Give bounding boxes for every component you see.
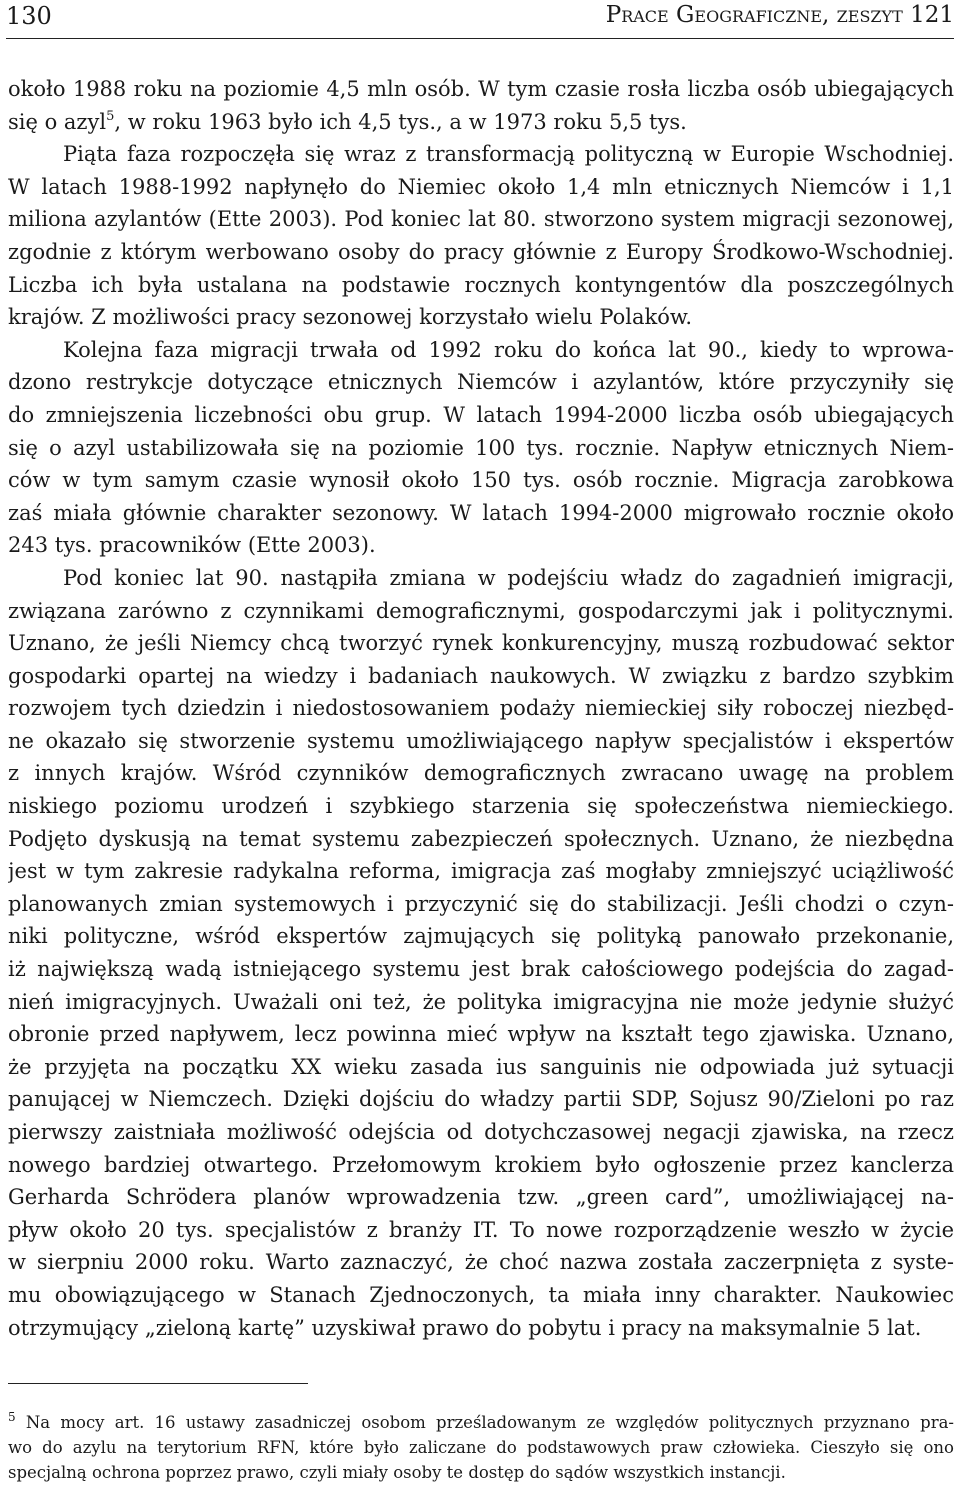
text-line: dzono restrykcje dotyczące etnicznych Niemców i azylantów, które przyczyniły się bbox=[8, 370, 954, 395]
text-line: zgodnie z którym werbowano osoby do pracy głównie z Europy Środkowo-Wschodniej. bbox=[8, 239, 954, 264]
footnote bbox=[8, 1410, 954, 1485]
text-line: pływ około 20 tys. specjalistów z branży IT. To nowe rozporządzenie weszło w życie bbox=[8, 1217, 954, 1242]
text-line: gospodarki opartej na wiedzy i badaniach naukowych. W związku z bardzo szybkim bbox=[8, 663, 954, 688]
footnote-mark: 5 bbox=[8, 1410, 16, 1424]
paragraph-2 bbox=[8, 138, 954, 334]
text-line: ców w tym samym czasie wynosił około 150 tys. osób rocznie. Migracja zarobkowa bbox=[8, 468, 954, 493]
text-line bbox=[8, 106, 954, 139]
text-line: 243 tys. pracowników (Ette 2003). bbox=[8, 533, 376, 558]
text-line: miliona azylantów (Ette 2003). Pod koniec lat 80. stworzono system migracji sezonowej, bbox=[8, 207, 954, 232]
running-title: Prace Geograficzne, zeszyt 121 bbox=[605, 2, 954, 28]
text-line: niskiego poziomu urodzeń i szybkiego starzenia się społeczeństwa niemieckiego. bbox=[8, 794, 954, 819]
text-line: nień imigracyjnych. Uważali oni też, że polityka imigracyjna nie może jedynie służyć bbox=[8, 989, 954, 1014]
text-line: Pod koniec lat 90. nastąpiła zmiana w podejściu władz do zagadnień imigracji, bbox=[63, 565, 954, 590]
text-line: otrzymujący „zieloną kartę” uzyskiwał prawo do pobytu i pracy na maksymalnie 5 lat. bbox=[8, 1315, 922, 1340]
footnote-line: wo do azylu na terytorium RFN, które było zaliczane do podstawowych praw człowieka. Cieszyło się ono bbox=[8, 1438, 954, 1457]
text-line: że przyjęta na początku XX wieku zasada ius sanguinis nie odpowiada już sytuacji bbox=[8, 1054, 954, 1079]
text-line: obronie przed napływem, lecz powinna mieć wpływ na kształt tego zjawiska. Uznano, bbox=[8, 1022, 954, 1047]
paragraph-3 bbox=[8, 334, 954, 562]
text-line: w sierpniu 2000 roku. Warto zaznaczyć, że choć nazwa została zaczerpnięta z syste- bbox=[8, 1250, 954, 1275]
text-line: około 1988 roku na poziomie 4,5 mln osób. W tym czasie rosła liczba osób ubiegających bbox=[8, 77, 954, 101]
page-header bbox=[6, 0, 954, 36]
footnote-line bbox=[8, 1410, 954, 1435]
text-line: pierwszy zaistniała możliwość odejścia od dotychczasowej negacji zjawiska, na rzecz bbox=[8, 1120, 954, 1144]
text-line: Liczba ich była ustalana na podstawie rocznych kontyngentów dla poszczególnych bbox=[8, 272, 954, 297]
text-line: do zmniejszenia liczebności obu grup. W latach 1994-2000 liczba osób ubiegających bbox=[8, 402, 954, 427]
text-line: związana zarówno z czynnikami demograficznymi, gospodarczymi jak i politycznymi. bbox=[8, 598, 954, 623]
footnote-ref[interactable]: 5 bbox=[106, 108, 115, 124]
footnote-rule bbox=[8, 1383, 308, 1384]
text-line: jest w tym zakresie radykalna reforma, imigracja zaś mogłaby zmniejszyć uciążliwość bbox=[8, 859, 954, 884]
text-line: Kolejna faza migracji trwała od 1992 roku do końca lat 90., kiedy to wprowa- bbox=[63, 337, 954, 362]
text-line: rozwojem tych dziedzin i niedostosowaniem podaży niemieckiej siły roboczej niezbęd- bbox=[8, 696, 954, 721]
body-text bbox=[8, 73, 954, 1344]
text-line: Podjęto dyskusją na temat systemu zabezpieczeń społecznych. Uznano, że niezbędna bbox=[8, 826, 954, 851]
text-line: ne okazało się stworzenie systemu umożliwiającego napływ specjalistów i ekspertów bbox=[8, 728, 954, 753]
text-line: zaś miała głównie charakter sezonowy. W latach 1994-2000 migrowało rocznie około bbox=[8, 500, 954, 525]
text-line: panującej w Niemczech. Dzięki dojściu do władzy partii SDP, Sojusz 90/Zieloni po raz bbox=[8, 1087, 954, 1112]
text-fragment: się o azyl bbox=[8, 109, 107, 134]
text-fragment: Na mocy art. 16 ustawy zasadniczej osobom prześladowanym ze względów politycznych przyznano pra- bbox=[15, 1413, 954, 1432]
text-line: nowego bardziej otwartego. Przełomowym krokiem było ogłoszenie przez kanclerza bbox=[8, 1152, 954, 1177]
header-rule bbox=[6, 38, 954, 39]
text-line: mu obowiązującego w Stanach Zjednoczonych, ta miała inny charakter. Naukowiec bbox=[8, 1282, 954, 1307]
text-line: Gerharda Schrödera planów wprowadzenia tzw. „green card”, umożliwiającej na- bbox=[8, 1185, 954, 1210]
text-line: Piąta faza rozpoczęła się wraz z transformacją polityczną w Europie Wschodniej. bbox=[63, 142, 954, 167]
text-line: W latach 1988-1992 napłynęło do Niemiec około 1,4 mln etnicznych Niemców i 1,1 bbox=[8, 174, 954, 199]
footnote-line: specjalną ochrona poprzez prawo, czyli miały osoby te dostęp do sądów wszystkich instancji. bbox=[8, 1463, 786, 1482]
text-line: iż największą wadą istniejącego systemu jest brak całościowego podejścia do zagad- bbox=[8, 957, 954, 982]
text-line: planowanych zmian systemowych i przyczynić się do stabilizacji. Jeśli chodzi o czyn- bbox=[8, 891, 954, 916]
text-line: się o azyl ustabilizowała się na poziomie 100 tys. rocznie. Napływ etnicznych Niem- bbox=[8, 435, 954, 460]
text-line: Uznano, że jeśli Niemcy chcą tworzyć rynek konkurencyjny, muszą rozbudować sektor bbox=[8, 631, 954, 656]
text-fragment: , w roku 1963 było ich 4,5 tys., a w 1973 roku 5,5 tys. bbox=[114, 109, 687, 134]
text-line: niki polityczne, wśród ekspertów zajmujących się polityką panowało przekonanie, bbox=[8, 924, 954, 949]
text-line: krajów. Z możliwości pracy sezonowej korzystało wielu Polaków. bbox=[8, 305, 693, 330]
text-line: z innych krajów. Wśród czynników demograficznych zwracano uwagę na problem bbox=[8, 761, 954, 786]
page-number: 130 bbox=[6, 2, 52, 30]
paragraph-4 bbox=[8, 562, 954, 1344]
paragraph-1 bbox=[8, 73, 954, 138]
